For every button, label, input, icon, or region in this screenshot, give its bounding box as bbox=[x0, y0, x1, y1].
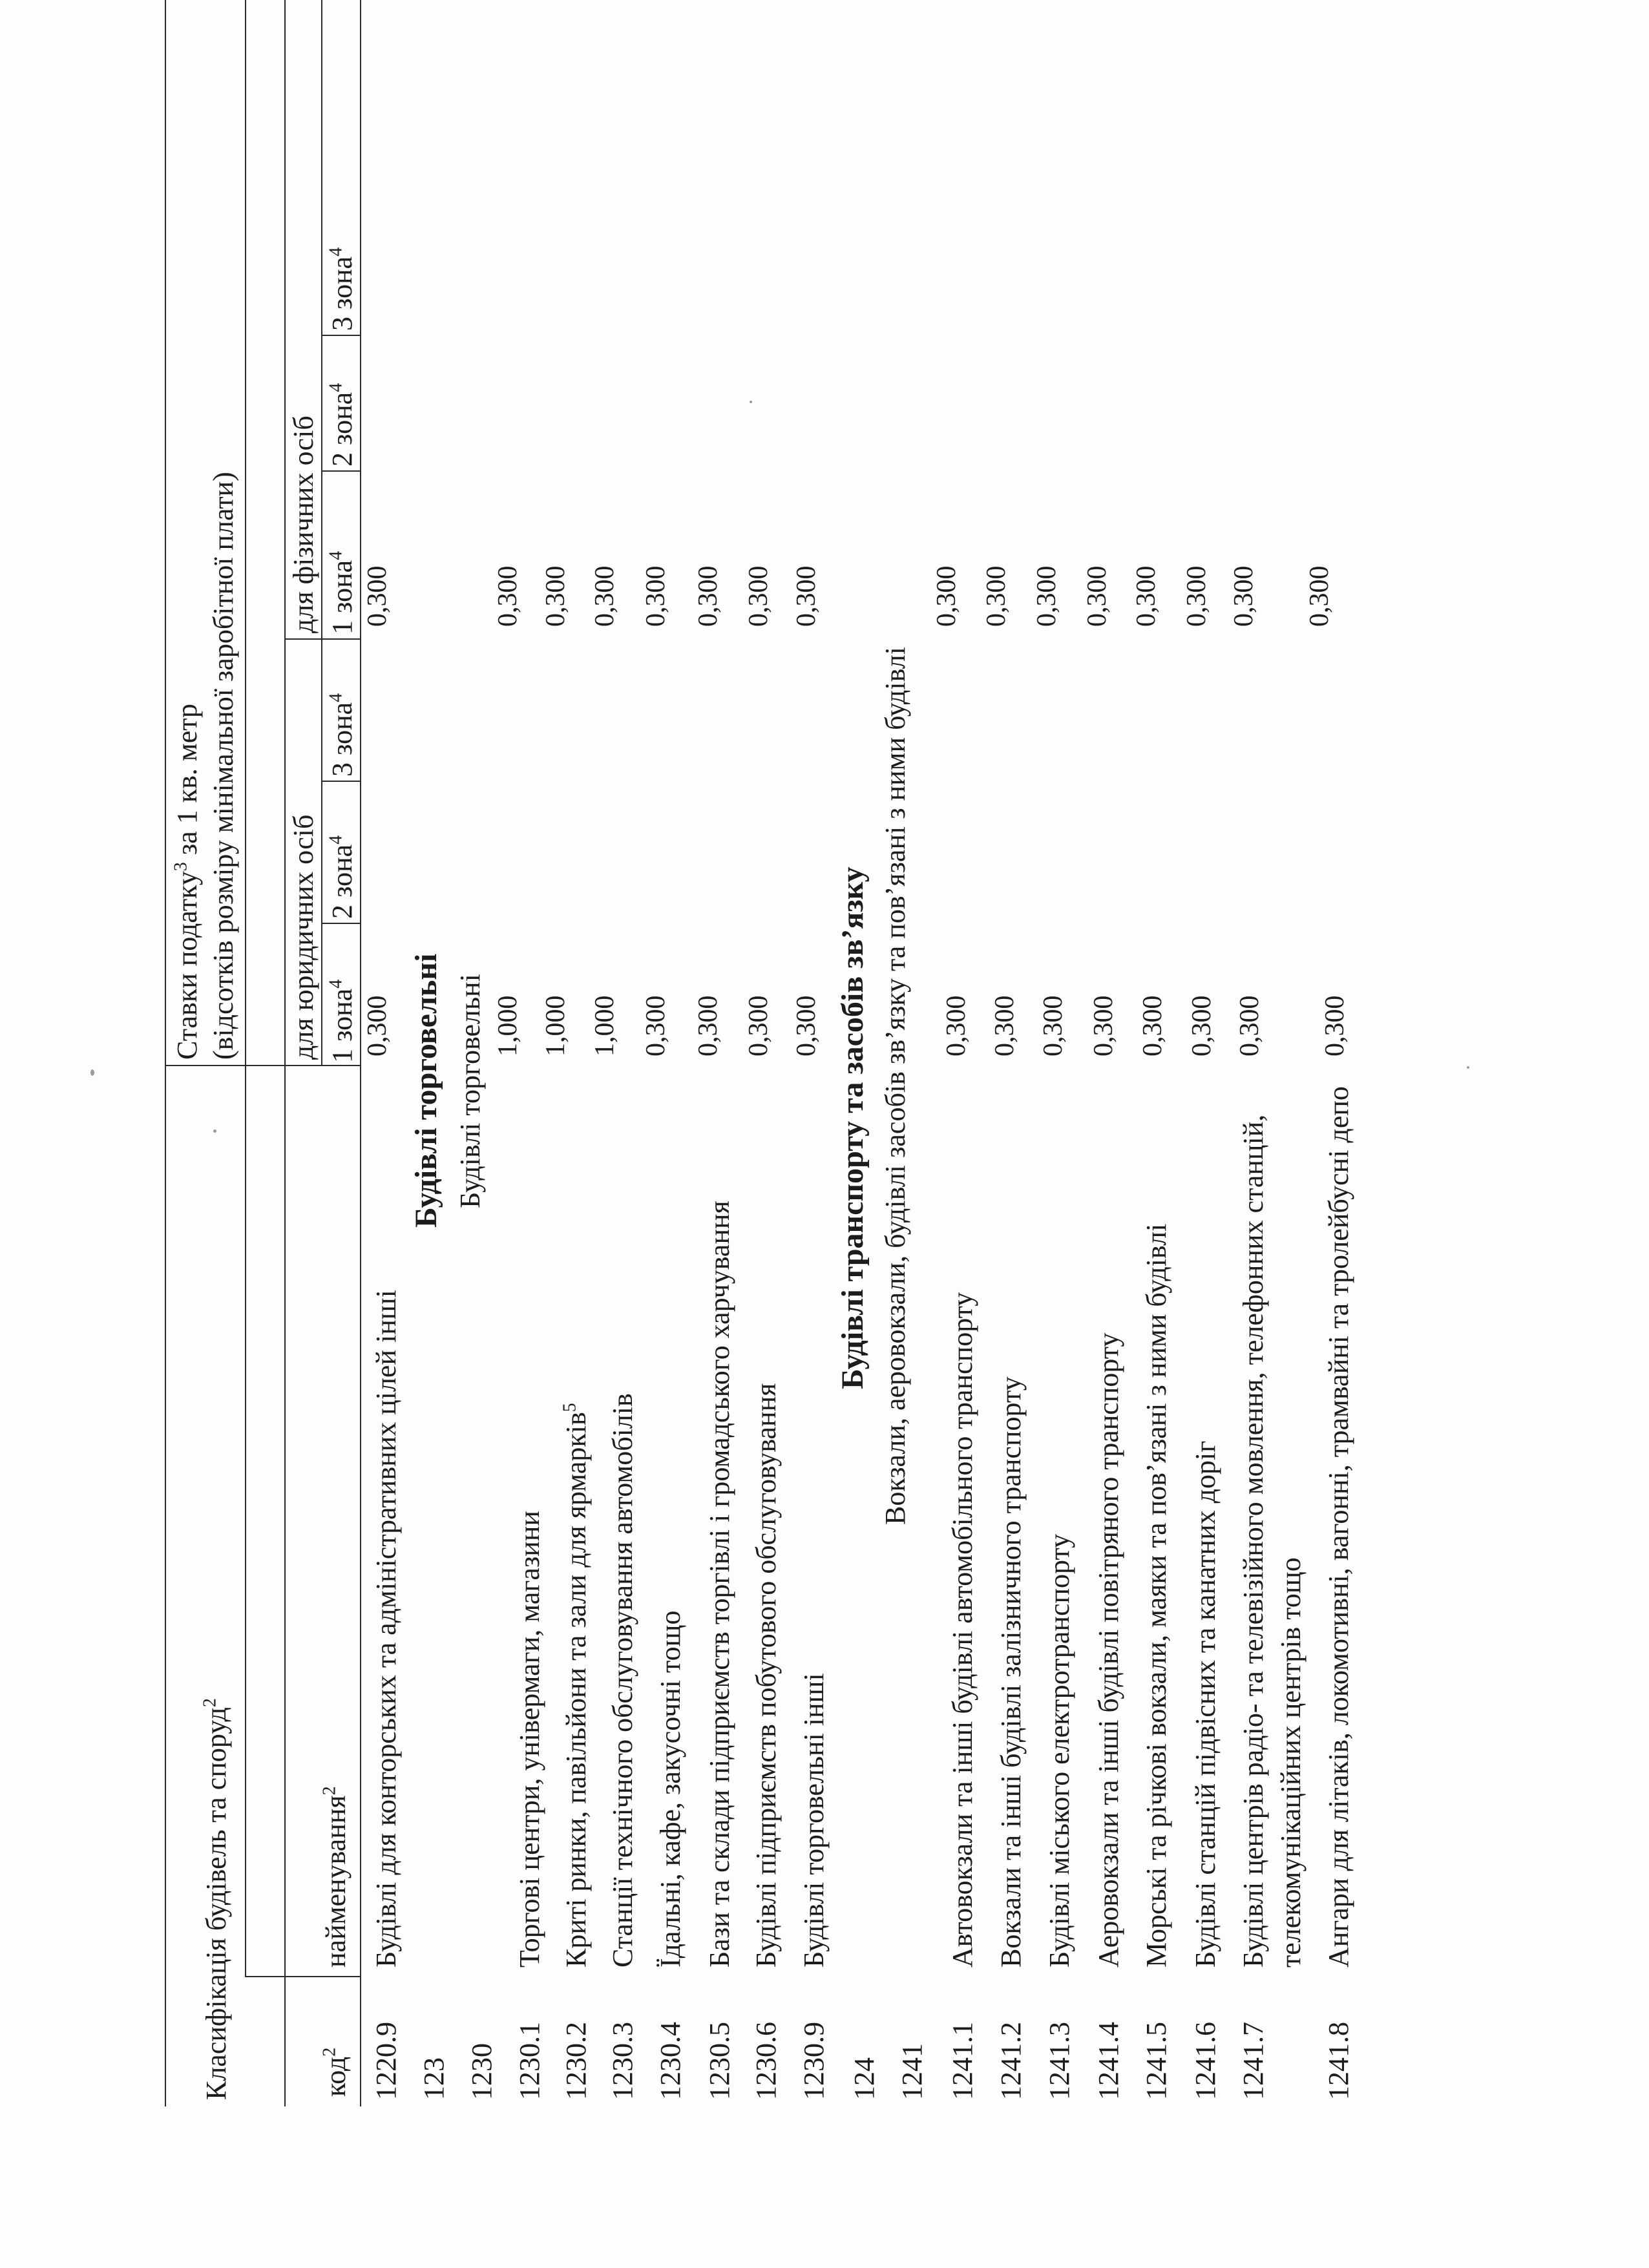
rate-legal-zone1: 0,300 bbox=[792, 995, 821, 1056]
rate-physical-zone1: 0,300 bbox=[493, 565, 523, 627]
row-code: 1230.1 bbox=[514, 2022, 545, 2100]
row-code: 1241.7 bbox=[1237, 2022, 1269, 2100]
individuals-header: для фізичних осіб bbox=[288, 415, 319, 633]
rate-physical-zone1: 0,300 bbox=[693, 565, 723, 627]
row-name: Морські та річкові вокзали, маяки та пов’язані з ними будівлі bbox=[1140, 1223, 1172, 1968]
rate-legal-zone1: 0,300 bbox=[990, 995, 1020, 1056]
row-code: 1230.3 bbox=[607, 2022, 638, 2100]
table-border-top bbox=[165, 0, 166, 2106]
rate-physical-zone1: 0,300 bbox=[1131, 565, 1161, 627]
row-code: 1220.9 bbox=[370, 2022, 402, 2100]
row-name: Станції технічного обслуговування автомобілів bbox=[607, 1393, 638, 1968]
rate-physical-zone1: 0,300 bbox=[641, 565, 671, 627]
col-border-rates bbox=[165, 1065, 360, 1066]
row-name: Будівлі для конторських та адміністративних цілей інші bbox=[370, 1290, 402, 1968]
col-border-legal-physical bbox=[284, 638, 360, 640]
row-name-continued: телекомунікаційних центрів тощо bbox=[1275, 1557, 1307, 1968]
section-heading: Будівлі транспорту та засобів зв’язку bbox=[835, 866, 870, 1389]
col-border-zone bbox=[321, 335, 360, 336]
row-name: Криті ринки, павільйони та зали для ярмарків$^5$ bbox=[560, 1403, 592, 1968]
row-name: Будівлі центрів радіо- та телевізійного мовлення, телефонних станцій, bbox=[1237, 1114, 1269, 1968]
rate-legal-zone1: 0,300 bbox=[693, 995, 723, 1056]
zone-header: 2 зона$^4$ bbox=[326, 835, 358, 919]
row-name: Бази та склади підприємств торгівлі і громадського харчування bbox=[704, 1201, 735, 1968]
row-code: 1241.2 bbox=[995, 2022, 1027, 2100]
rate-physical-zone1: 0,300 bbox=[1305, 565, 1334, 627]
rate-legal-zone1: 0,300 bbox=[1089, 995, 1119, 1056]
section-heading: Будівлі торговельні bbox=[409, 953, 443, 1228]
rates-header-line1: Ставки податку$^3$ за 1 кв. метр bbox=[171, 703, 203, 1060]
rate-legal-zone1: 1,000 bbox=[541, 995, 571, 1056]
rate-physical-zone1: 0,300 bbox=[541, 565, 571, 627]
row-name: Автовокзали та інші будівлі автомобільного транспорту bbox=[947, 1292, 978, 1968]
rate-physical-zone1: 0,300 bbox=[1082, 565, 1112, 627]
row-code: 1230 bbox=[466, 2043, 498, 2100]
rate-physical-zone1: 0,300 bbox=[1182, 565, 1212, 627]
col-border-zone bbox=[321, 781, 360, 782]
rate-legal-zone1: 0,300 bbox=[1235, 995, 1265, 1056]
row-code: 1241.4 bbox=[1093, 2022, 1124, 2100]
header-rule-1 bbox=[245, 0, 246, 1977]
row-code: 1230.6 bbox=[750, 2022, 782, 2100]
row-code: 1230.9 bbox=[798, 2022, 830, 2100]
rate-physical-zone1: 0,300 bbox=[1229, 565, 1259, 627]
row-name: Ангари для літаків, локомотивні, вагонні, трамвайні та тролейбусні депо bbox=[1323, 1086, 1354, 1968]
row-name: Будівлі міського електротранспорту bbox=[1044, 1533, 1075, 1968]
row-code: 1230.5 bbox=[704, 2022, 735, 2100]
col-border-zone bbox=[321, 470, 360, 472]
rate-physical-zone1: 0,300 bbox=[932, 565, 961, 627]
row-code: 1241.8 bbox=[1323, 2022, 1354, 2100]
row-name: Вокзали та інші будівлі залізничного транспорту bbox=[995, 1376, 1027, 1968]
row-code: 1241.1 bbox=[947, 2022, 978, 2100]
row-name: Аеровокзали та інші будівлі повітряного транспорту bbox=[1093, 1332, 1124, 1968]
rate-legal-zone1: 0,300 bbox=[362, 995, 392, 1056]
rate-physical-zone1: 0,300 bbox=[590, 565, 620, 627]
zone-header: 1 зона$^4$ bbox=[326, 551, 358, 635]
col-border-zone bbox=[321, 923, 360, 924]
header-rule-3 bbox=[321, 0, 322, 1066]
rate-legal-zone1: 0,300 bbox=[1187, 995, 1217, 1056]
header-rule-2 bbox=[284, 0, 286, 2106]
row-code: 1230.2 bbox=[560, 2022, 592, 2100]
col-border-code bbox=[245, 1976, 360, 1977]
zone-header: 1 зона$^4$ bbox=[326, 979, 358, 1063]
row-code: 124 bbox=[848, 2057, 880, 2100]
row-name: Торгові центри, універмаги, магазини bbox=[514, 1511, 545, 1968]
legal-entities-header: для юридичних осіб bbox=[288, 814, 319, 1060]
subsection-heading: Будівлі торговельні bbox=[454, 974, 486, 1208]
rate-legal-zone1: 0,300 bbox=[1320, 995, 1350, 1056]
subsection-heading: Вокзали, аеровокзали, будівлі засобів зв’язку та пов’язані з ними будівлі bbox=[879, 647, 911, 1525]
rates-header-line2: (відсотків розміру мінімальної заробітної плати) bbox=[207, 472, 239, 1060]
rate-legal-zone1: 1,000 bbox=[493, 995, 523, 1056]
name-header: найменування$^2$ bbox=[319, 1786, 352, 1968]
zone-header: 2 зона$^4$ bbox=[326, 383, 358, 467]
rate-physical-zone1: 0,300 bbox=[362, 565, 392, 627]
rate-physical-zone1: 0,300 bbox=[744, 565, 773, 627]
row-code: 1241.5 bbox=[1140, 2022, 1172, 2100]
rate-legal-zone1: 0,300 bbox=[941, 995, 971, 1056]
code-header: код$^2$ bbox=[319, 2047, 352, 2097]
classification-header: Класифікація будівель та споруд$^2$ bbox=[200, 1698, 232, 2100]
rate-physical-zone1: 0,300 bbox=[982, 565, 1011, 627]
rate-legal-zone1: 0,300 bbox=[1138, 995, 1168, 1056]
rate-physical-zone1: 0,300 bbox=[1032, 565, 1062, 627]
row-name: Їдальні, кафе, закусочні тощо bbox=[655, 1610, 686, 1968]
row-code: 1241.6 bbox=[1190, 2022, 1221, 2100]
row-code: 1230.4 bbox=[655, 2022, 686, 2100]
rate-physical-zone1: 0,300 bbox=[792, 565, 821, 627]
row-code: 1241.3 bbox=[1044, 2022, 1075, 2100]
row-code: 1241 bbox=[896, 2043, 928, 2100]
row-name: Будівлі станцій підвісних та канатних доріг bbox=[1190, 1440, 1221, 1968]
rate-legal-zone1: 1,000 bbox=[590, 995, 620, 1056]
row-name: Будівлі торговельні інші bbox=[798, 1673, 830, 1968]
row-name: Будівлі підприємств побутового обслуговування bbox=[750, 1383, 782, 1968]
zone-header: 3 зона$^4$ bbox=[326, 247, 358, 331]
rate-legal-zone1: 0,300 bbox=[744, 995, 773, 1056]
row-code: 123 bbox=[418, 2057, 450, 2100]
rate-legal-zone1: 0,300 bbox=[641, 995, 671, 1056]
zone-header: 3 зона$^4$ bbox=[326, 693, 358, 777]
rate-legal-zone1: 0,300 bbox=[1038, 995, 1068, 1056]
